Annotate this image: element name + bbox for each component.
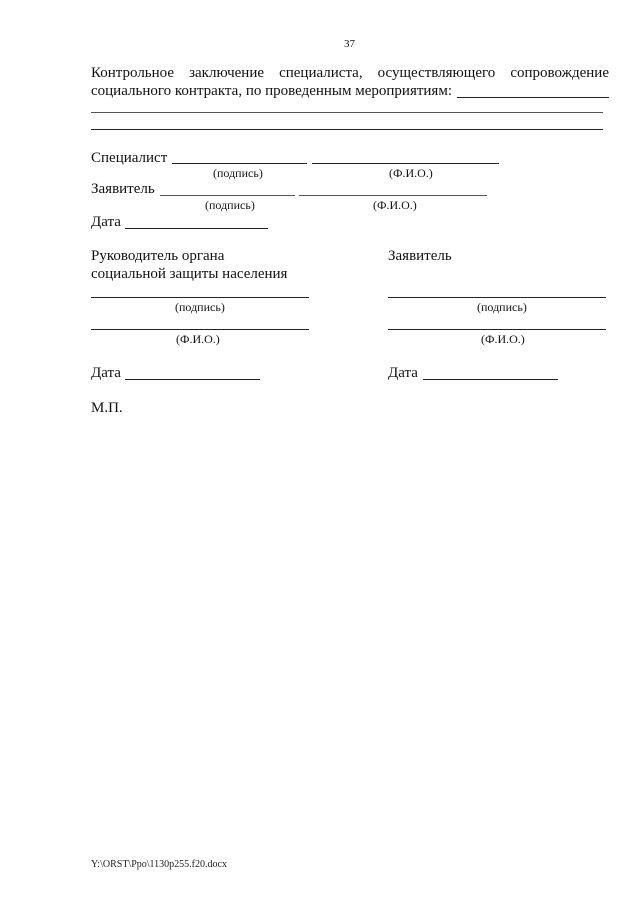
specialist-name-line[interactable]	[312, 163, 499, 164]
date-line[interactable]	[125, 228, 268, 229]
applicant-name-caption: (Ф.И.О.)	[373, 198, 417, 212]
head-name-line[interactable]	[91, 329, 309, 330]
footer-file-path: Y:\ORST\Ppo\1130p255.f20.docx	[91, 859, 227, 870]
head-date-line[interactable]	[125, 379, 260, 380]
head-date-label: Дата	[91, 365, 121, 381]
applicant-signature-caption: (подпись)	[205, 198, 255, 212]
applicant-name-line[interactable]	[299, 195, 487, 196]
conclusion-line-1: Контрольное заключение специалиста, осуществляющего сопровождение	[91, 65, 609, 81]
conclusion-line-2: социального контракта, по проведенным мероприятиям:	[91, 83, 452, 99]
right-applicant-date-line[interactable]	[423, 379, 558, 380]
head-of-agency-title-2: социальной защиты населения	[91, 266, 288, 282]
right-applicant-name-caption: (Ф.И.О.)	[481, 332, 525, 346]
right-applicant-signature-line[interactable]	[388, 297, 606, 298]
page-number: 37	[344, 38, 355, 50]
stamp-place-label: М.П.	[91, 400, 123, 416]
right-applicant-date-label: Дата	[388, 365, 418, 381]
specialist-label: Специалист	[91, 150, 168, 166]
specialist-signature-line[interactable]	[172, 163, 307, 164]
conclusion-fill-line[interactable]	[457, 97, 609, 98]
head-of-agency-title-1: Руководитель органа	[91, 248, 225, 264]
right-applicant-name-line[interactable]	[388, 329, 606, 330]
date-label: Дата	[91, 214, 121, 230]
specialist-name-caption: (Ф.И.О.)	[389, 166, 433, 180]
conclusion-blank-line-1[interactable]	[91, 112, 603, 113]
applicant-label: Заявитель	[91, 181, 155, 197]
applicant-signature-line[interactable]	[160, 195, 295, 196]
right-applicant-signature-caption: (подпись)	[477, 300, 527, 314]
head-signature-caption: (подпись)	[175, 300, 225, 314]
head-signature-line[interactable]	[91, 297, 309, 298]
head-name-caption: (Ф.И.О.)	[176, 332, 220, 346]
right-applicant-title: Заявитель	[388, 248, 452, 264]
specialist-signature-caption: (подпись)	[213, 166, 263, 180]
conclusion-blank-line-2[interactable]	[91, 129, 603, 130]
